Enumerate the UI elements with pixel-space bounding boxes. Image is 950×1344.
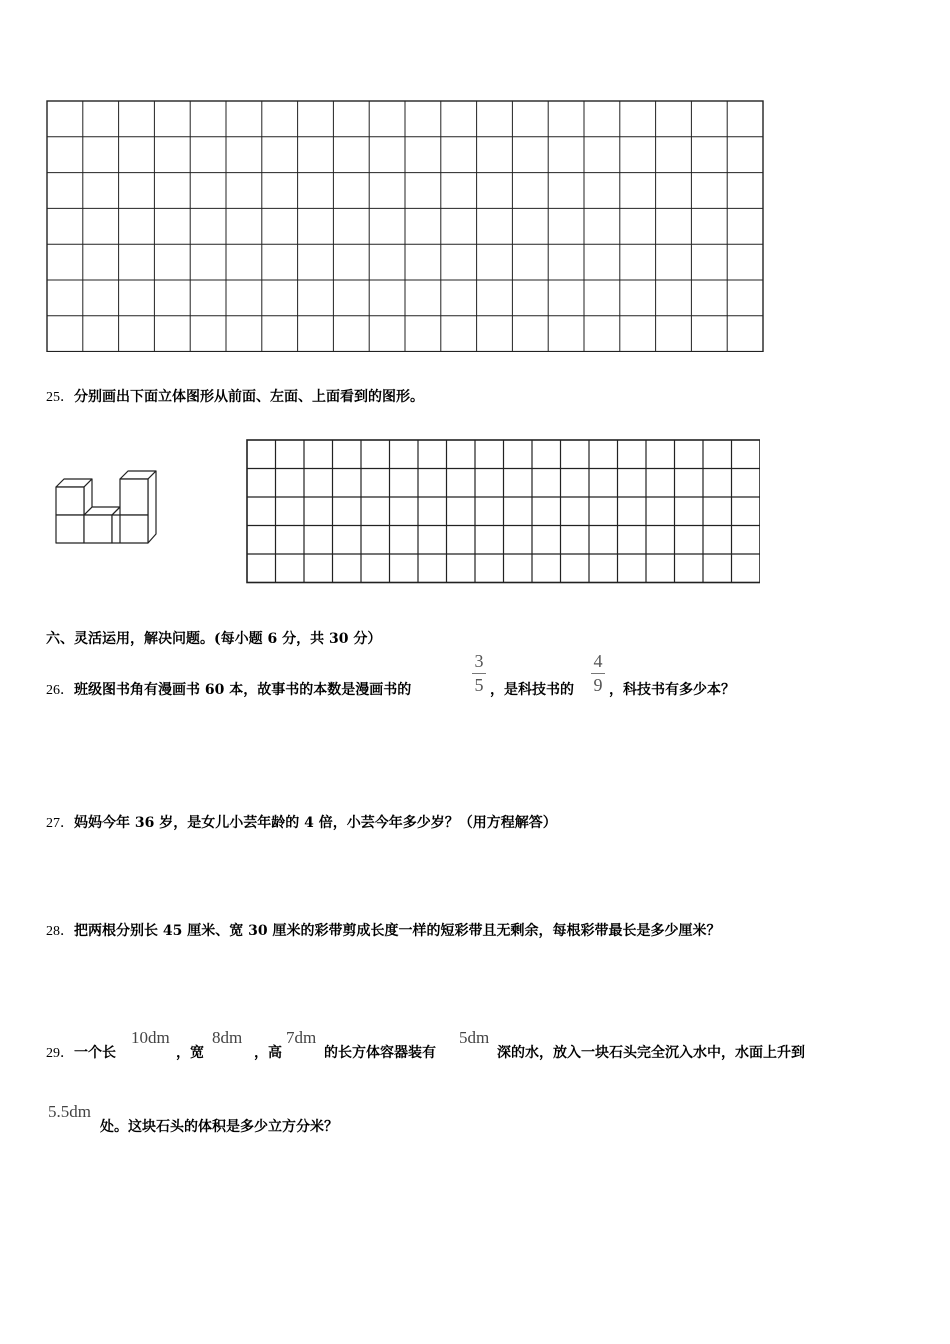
question-29-text: 处。这块石头的体积是多少立方分米？: [100, 1119, 338, 1135]
question-number: 27．: [46, 816, 74, 831]
question-26-cont: ，是科技书的: [490, 682, 574, 698]
question-28: [46, 920, 720, 940]
question-text: 把两根分别长 45 厘米、宽 30 厘米的彩带剪成长度一样的短彩带且无剩余，每根彩带最长是多少厘米？: [74, 923, 721, 939]
question-text: 一个长: [74, 1045, 116, 1061]
question-27: [46, 812, 557, 832]
question-text: 班级图书角有漫画书 60 本，故事书的本数是漫画书的: [74, 682, 412, 698]
section-heading: 六、灵活运用，解决问题。(每小题 6 分，共 30 分）: [46, 631, 382, 647]
question-26-end: ，科技书有多少本？: [609, 682, 735, 698]
drawing-grid-views: [246, 439, 760, 585]
question-29-text: 深的水，放入一块石头完全沉入水中，水面上升到: [497, 1045, 805, 1061]
math-new-depth: 5.5dm: [48, 1102, 91, 1121]
question-29: [46, 1042, 116, 1062]
question-29-text: ，宽: [176, 1045, 204, 1061]
cube-face: [56, 487, 84, 515]
question-29-text: ，高: [254, 1045, 282, 1061]
math-length: 10dm: [131, 1028, 170, 1047]
question-number: 26．: [46, 683, 74, 698]
math-width: 8dm: [212, 1028, 243, 1047]
cube-face: [56, 515, 84, 543]
question-number: 25．: [46, 390, 74, 405]
fraction-four-ninths: [591, 652, 605, 694]
fraction-denominator: 5: [474, 675, 484, 695]
question-number: 29．: [46, 1046, 74, 1061]
fraction-three-fifths: [472, 652, 486, 694]
cube-figure: [50, 460, 165, 550]
cube-face: [148, 471, 156, 543]
question-text: 分别画出下面立体图形从前面、左面、上面看到的图形。: [74, 389, 424, 405]
cube-face: [84, 515, 112, 543]
question-26: [46, 679, 411, 699]
drawing-grid-top: [46, 100, 766, 352]
fraction-numerator: 4: [593, 651, 603, 671]
fraction-denominator: 9: [593, 675, 603, 695]
cube-face: [120, 479, 148, 515]
cube-face: [112, 515, 148, 543]
question-text: 妈妈今年 36 岁，是女儿小芸年龄的 4 倍，小芸今年多少岁？（用方程解答）: [74, 815, 557, 831]
fraction-numerator: 3: [474, 651, 484, 671]
math-water-depth: 5dm: [459, 1028, 490, 1047]
question-29-text: 的长方体容器装有: [324, 1045, 436, 1061]
question-number: 28．: [46, 924, 74, 939]
math-height: 7dm: [286, 1028, 317, 1047]
question-25: [46, 386, 424, 406]
